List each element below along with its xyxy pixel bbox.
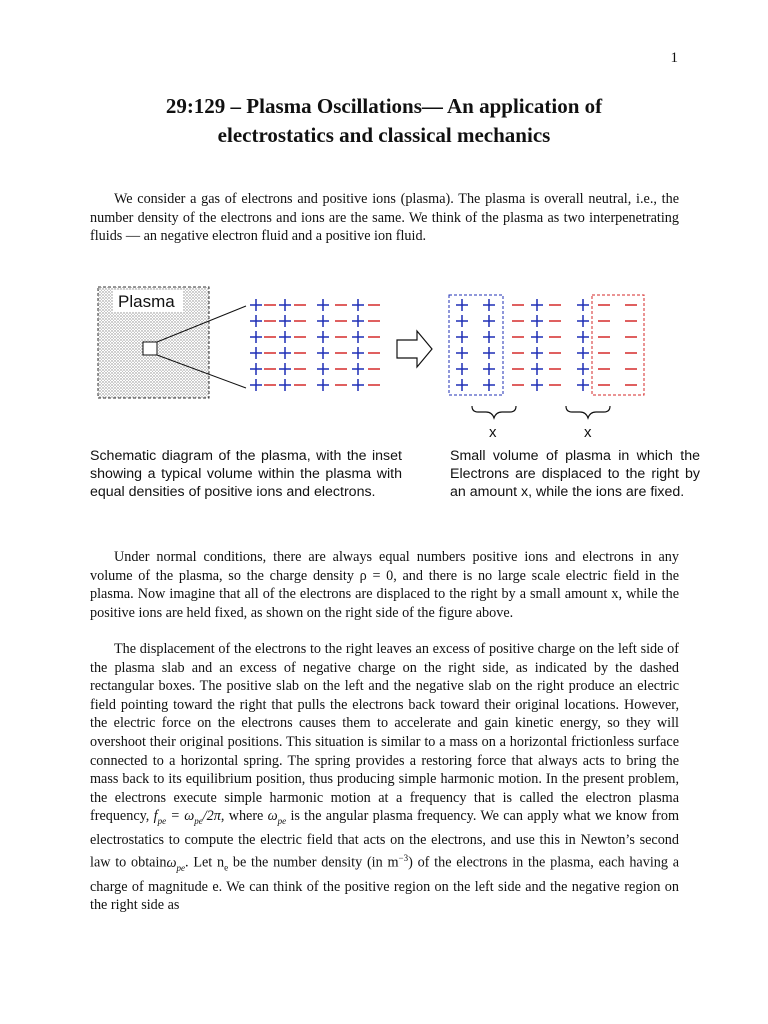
positive-slab-box	[449, 295, 503, 395]
ion-plus	[577, 363, 589, 375]
ion-plus	[250, 299, 262, 311]
ne-subscript: e	[224, 862, 229, 873]
ion-plus	[483, 315, 495, 327]
ion-plus	[531, 299, 543, 311]
displacement-text-c: is the angular plasma frequency. We can apply what we know from electrostatics to compute the electric field that acts on the electrons, and use this in Newton’s second law to obtain	[90, 808, 680, 872]
ion-plus	[352, 331, 364, 343]
normal-conditions-paragraph: Under normal conditions, there are always equal numbers positive ions and electrons in any volume of the plasma, so the charge density ρ = 0, and there is no large scale electric field in the plasma. Now imagine that all of the electrons are displaced to the right by a small amount x, while the positive ions are held fixed, as shown on the right side of the figure above.	[90, 549, 679, 621]
caption-right: Small volume of plasma in which the Electrons are displaced to the right by an amount x, while the ions are fixed.	[450, 448, 700, 500]
ion-plus	[483, 347, 495, 359]
displaced-charge-grid	[456, 299, 637, 391]
ion-plus	[577, 331, 589, 343]
displacement-text-b: , where	[220, 808, 264, 825]
displacement-text-e: be the number density (in m	[232, 855, 399, 872]
right-arrow	[397, 331, 432, 367]
inset-box	[143, 342, 157, 355]
title-line-2: electrostatics and classical mechanics	[217, 123, 551, 147]
ion-plus	[279, 299, 291, 311]
ion-plus	[531, 331, 543, 343]
ion-plus	[456, 379, 468, 391]
x-label-right: x	[584, 424, 592, 441]
brace-left	[472, 406, 516, 418]
ion-plus	[483, 299, 495, 311]
displacement-text-d: . Let n	[185, 855, 225, 872]
ion-plus	[250, 331, 262, 343]
plasma-diagram	[0, 270, 768, 450]
ion-plus	[352, 315, 364, 327]
negative-slab-box	[592, 295, 644, 395]
ion-plus	[577, 379, 589, 391]
omega-pe-symbol: $\omega_{pe}$	[267, 808, 287, 827]
ion-plus	[279, 347, 291, 359]
minus-three-exponent: −3	[398, 853, 409, 864]
ion-plus	[279, 331, 291, 343]
page-number: 1	[670, 50, 678, 66]
ion-plus	[483, 331, 495, 343]
ion-plus	[250, 315, 262, 327]
ion-plus	[317, 299, 329, 311]
intro-paragraph: We consider a gas of electrons and positive ions (plasma). The plasma is overall neutral, i.e., the number density of the electrons and ions are the same. We think of the plasma as two interpenetrating fluids — an negative electron fluid and a positive ion fluid.	[90, 191, 679, 245]
ion-plus	[531, 379, 543, 391]
ion-plus	[577, 315, 589, 327]
ion-plus	[317, 363, 329, 375]
ion-plus	[250, 379, 262, 391]
ion-plus	[531, 347, 543, 359]
ion-plus	[352, 299, 364, 311]
omega-pe-symbol-2: $\omega_{pe}$	[166, 855, 186, 873]
ion-plus	[456, 363, 468, 375]
displacement-text-a: The displacement of the electrons to the right leaves an excess of positive charge on the left side of the plasma slab and an excess of negative charge on the right side, as indicated by the dashed rectangular boxes. The positive slab on the left and the negative slab on the right produce an electric field pointing toward the right that pulls the electrons back toward their original locations. However, the electric force on the electrons causes them to accelerate and gain kinetic energy, so they will overshoot their original positions. This situation is similar to a mass on a horizontal frictionless surface connected to a horizontal spring. The spring provides a restoring force that always acts to bring the mass back to its equilibrium position, thus producing simple harmonic motion. In the present problem, the electrons execute simple harmonic motion at a frequency that is called the electron plasma frequency,	[90, 641, 679, 825]
brace-right	[566, 406, 610, 418]
ion-plus	[317, 331, 329, 343]
displacement-text-f: ) of the electrons in the plasma, each having a charge of magnitude e. We can think of the positive region on the left side and the negative region on the right side as	[90, 855, 680, 914]
plasma-figure	[0, 270, 768, 450]
ion-plus	[531, 363, 543, 375]
plasma-label: Plasma	[118, 292, 175, 311]
displacement-paragraph	[90, 640, 679, 915]
fpe-symbol: $f_{pe} = \omega_{pe}/2\pi$	[153, 808, 221, 827]
ion-plus	[352, 347, 364, 359]
ion-plus	[483, 363, 495, 375]
page-title	[0, 92, 768, 150]
ion-plus	[483, 379, 495, 391]
ion-plus	[531, 315, 543, 327]
ion-plus	[456, 315, 468, 327]
ion-plus	[577, 299, 589, 311]
ion-plus	[456, 331, 468, 343]
ion-plus	[317, 315, 329, 327]
ion-plus	[317, 347, 329, 359]
ion-plus	[317, 379, 329, 391]
ion-plus	[577, 347, 589, 359]
ion-plus	[352, 363, 364, 375]
ion-plus	[250, 347, 262, 359]
caption-left: Schematic diagram of the plasma, with the inset showing a typical volume within the plasma with equal densities of positive ions and electrons.	[90, 448, 402, 500]
ion-plus	[279, 363, 291, 375]
x-label-left: x	[489, 424, 497, 441]
ion-plus	[352, 379, 364, 391]
ion-plus	[279, 379, 291, 391]
ion-plus	[456, 347, 468, 359]
ion-plus	[279, 315, 291, 327]
ion-plus	[250, 363, 262, 375]
neutral-charge-grid	[250, 299, 380, 391]
ion-plus	[456, 299, 468, 311]
title-line-1: 29:129 – Plasma Oscillations— An application of	[165, 94, 603, 118]
